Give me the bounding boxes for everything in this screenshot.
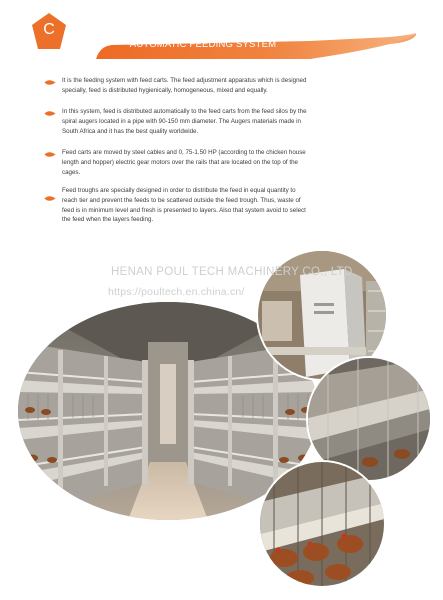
paragraph-spiral-augers xyxy=(62,107,362,136)
hens-feeding-photo xyxy=(258,460,386,588)
leaf-bullet-icon xyxy=(44,110,56,117)
section-letter: C xyxy=(43,21,55,38)
paragraph-feed-troughs xyxy=(62,186,362,225)
paragraph-line: It is the feeding system with feed carts. The feed adjustment apparatus which is designed xyxy=(62,77,307,84)
paragraph-line: Feed carts are moved by steel cables and 0, 75-1.50 HP (according to the chicken house xyxy=(62,149,306,156)
paragraph-line: cages. xyxy=(62,168,81,176)
paragraph-line: South Africa and it has the best quality worldwide. xyxy=(62,127,199,135)
paragraph-line: In this system, feed is distributed automatically to the feed carts from the feed silos by the xyxy=(62,108,307,115)
page-title: AUTOMATIC FEEDING SYSTEM xyxy=(129,39,277,50)
leaf-bullet-icon xyxy=(44,195,56,202)
paragraph-line: specially, feed is distributed hygienically, homogeneous, mixed and equally. xyxy=(62,86,268,94)
paragraph-line: spiral augers located in a pipe with 90-150 mm diameter. The Augers materials made in xyxy=(62,117,301,125)
paragraph-line: reach tier and prevent the feeds to be scattered outside the feed trough. Thus, waste of xyxy=(62,196,301,204)
watermark-company: HENAN POUL TECH MACHINERY CO., LTD. xyxy=(111,266,357,278)
paragraph-line: the feed when the layers feeding. xyxy=(62,216,154,224)
paragraph-line: feed is in minimum level and fresh is presented to layers. Also that system avoid to select xyxy=(62,206,306,214)
watermark-url: https://poultech.en.china.cn/ xyxy=(108,286,245,298)
paragraph-steel-cables xyxy=(62,148,362,177)
paragraph-line: length and hopper) electric gear motors over the rails that are located on the top of the xyxy=(62,158,298,166)
leaf-bullet-icon xyxy=(44,151,56,158)
paragraph-line: Feed troughs are specially designed in order to distribute the feed in equal quantity to xyxy=(62,187,296,194)
leaf-bullet-icon xyxy=(44,79,56,86)
paragraph-feed-carts xyxy=(62,76,362,96)
